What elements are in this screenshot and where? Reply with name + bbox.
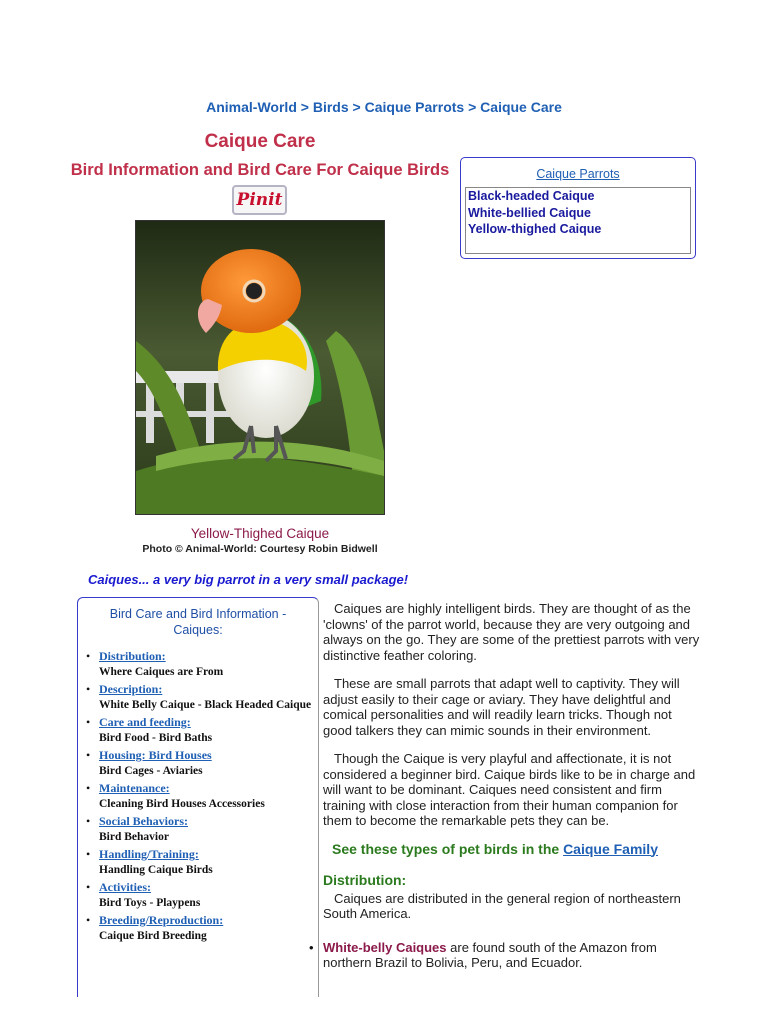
caique-family-link[interactable]: Caique Family: [563, 840, 658, 857]
toc-link-care-feeding[interactable]: • Care and feeding:: [99, 715, 191, 729]
toc-link-distribution[interactable]: • Distribution:: [99, 649, 166, 663]
toc-item: [99, 681, 318, 713]
breadcrumb-link-animal-world[interactable]: Animal-World: [206, 99, 297, 115]
breadcrumb-link-birds[interactable]: Birds: [312, 99, 349, 115]
toc-item-desc: Where Caiques are From: [99, 666, 224, 678]
table-of-contents: [77, 597, 319, 997]
toc-item-desc: Caique Bird Breeding: [99, 930, 207, 942]
toc-item: [99, 813, 318, 845]
family-line-prefix: See these types of pet birds in the: [332, 840, 564, 857]
toc-item-desc: Bird Behavior: [99, 831, 169, 843]
caique-parrots-title-link[interactable]: Caique Parrots: [536, 167, 620, 181]
page-title: Caique Care: [204, 131, 316, 152]
white-belly-label: White-belly Caiques: [323, 939, 447, 955]
tagline: Caiques... a very big parrot in a very small package!: [88, 572, 409, 587]
toc-heading: Bird Care and Bird Information - Caiques:: [109, 607, 287, 637]
parrot-image: [136, 221, 384, 514]
breadcrumb-link-caique-parrots[interactable]: Caique Parrots: [364, 99, 465, 115]
pinit-button[interactable]: Pinit: [232, 185, 287, 215]
page-subtitle: Bird Information and Bird Care For Caique Birds: [70, 161, 450, 179]
breadcrumb-link-caique-care[interactable]: Caique Care: [480, 99, 562, 115]
photo-credit: Photo © Animal-World: Courtesy Robin Bidwell: [142, 543, 378, 555]
white-belly-bullet: [323, 940, 701, 971]
distribution-heading: Distribution:: [323, 872, 407, 888]
captivity-paragraph: These are small parrots that adapt well to captivity. They will adjust easily to their cage or aviary. They have delightful and comical personalities and will readily learn tricks. Though not good talkers they can mimic sounds in their environment.: [323, 676, 680, 738]
toc-item-desc: Handling Caique Birds: [99, 864, 213, 876]
toc-item-desc: White Belly Caique - Black Headed Caique: [99, 699, 312, 711]
toc-link-handling-training[interactable]: • Handling/Training:: [99, 847, 199, 861]
breadcrumb: [0, 99, 768, 115]
toc-item-desc: Bird Food - Bird Baths: [99, 732, 213, 744]
species-link-yellow-thighed[interactable]: Yellow-thighed Caique: [468, 222, 602, 236]
toc-item: [99, 912, 318, 944]
toc-item-desc: Cleaning Bird Houses Accessories: [99, 798, 265, 810]
breadcrumb-separator: >: [464, 99, 481, 115]
temperament-paragraph: Though the Caique is very playful and affectionate, it is not considered a beginner bird. Caique birds like to be in charge and will want to be dominant. Caiques need consistent and firm training with close interaction from their human companion for them to become the remarkable pets they can be.: [323, 751, 696, 828]
toc-link-maintenance[interactable]: • Maintenance:: [99, 781, 170, 795]
article-content: [323, 601, 701, 971]
toc-item: [99, 747, 318, 779]
caique-family-line: [332, 842, 701, 858]
species-link-white-bellied[interactable]: White-bellied Caique: [468, 205, 591, 220]
breadcrumb-separator: >: [296, 99, 313, 115]
distribution-paragraph: Caiques are distributed in the general region of northeastern South America.: [323, 890, 681, 921]
toc-item-desc: Bird Cages - Aviaries: [99, 765, 203, 777]
caique-species-list[interactable]: [465, 187, 691, 254]
toc-item: [99, 879, 318, 911]
intro-paragraph: Caiques are highly intelligent birds. They are thought of as the 'clowns' of the parrot world, because they are very outgoing and always on the go. They are some of the prettiest parrots with very distinctive feather coloring.: [323, 601, 700, 663]
toc-item: [99, 648, 318, 680]
toc-item: [99, 714, 318, 746]
toc-item: [99, 846, 318, 878]
toc-link-housing[interactable]: • Housing: Bird Houses: [99, 748, 212, 762]
breadcrumb-separator: >: [348, 99, 365, 115]
toc-link-activities[interactable]: • Activities:: [99, 880, 151, 894]
toc-list: [78, 648, 318, 944]
photo-caption: Yellow-Thighed Caique: [190, 526, 330, 541]
toc-item: [99, 780, 318, 812]
toc-link-breeding[interactable]: • Breeding/Reproduction:: [99, 913, 224, 927]
caique-parrots-box: [460, 157, 696, 259]
toc-link-description[interactable]: • Description:: [99, 682, 163, 696]
caique-photo: [135, 220, 385, 515]
white-belly-text: are found south of the Amazon from northern Brazil to Bolivia, Peru, and Ecuador.: [323, 939, 657, 970]
toc-item-desc: Bird Toys - Playpens: [99, 897, 201, 909]
species-link-black-headed[interactable]: Black-headed Caique: [468, 189, 595, 203]
toc-link-social-behaviors[interactable]: • Social Behaviors:: [99, 814, 188, 828]
